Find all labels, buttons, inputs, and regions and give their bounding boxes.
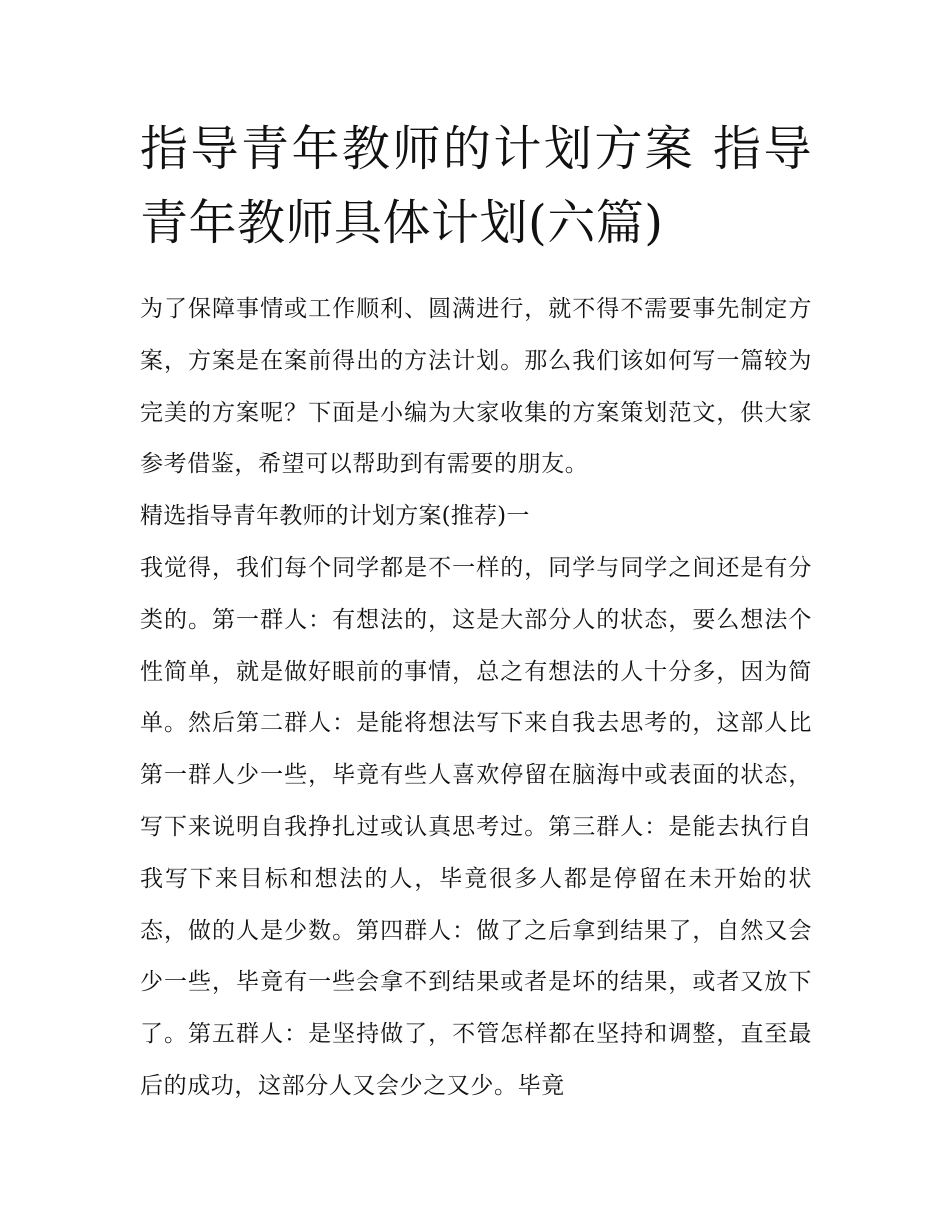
document-content <box>140 112 812 1113</box>
section-heading: 精选指导青年教师的计划方案(推荐)一 <box>140 503 530 530</box>
intro-paragraph: 为了保障事情或工作顺利、圆满进行，就不得不需要事先制定方案，方案是在案前得出的方法计划。那么我们该如何写一篇较为完美的方案呢？下面是小编为大家收集的方案策划范文，供大家参考借鉴，希望可以帮助到有需要的朋友。 <box>140 296 812 478</box>
body-paragraph: 我觉得，我们每个同学都是不一样的，同学与同学之间还是有分类的。第一群人：有想法的，这是大部分人的状态，要么想法个性简单，就是做好眼前的事情，总之有想法的人十分多，因为简单。然后第二群人：是能将想法写下来自我去思考的，这部人比第一群人少一些，毕竟有些人喜欢停留在脑海中或表面的状态，写下来说明自我挣扎过或认真思考过。第三群人：是能去执行自我写下来目标和想法的人，毕竟很多人都是停留在未开始的状态，做的人是少数。第四群人：做了之后拿到结果了，自然又会少一些，毕竟有一些会拿不到结果或者是坏的结果，或者又放下了。第五群人：是坚持做了，不管怎样都在坚持和调整，直至最后的成功，这部分人又会少之又少。毕竟 <box>140 554 812 1099</box>
document-title: 指导青年教师的计划方案 指导青年教师具体计划(六篇) <box>140 121 812 251</box>
